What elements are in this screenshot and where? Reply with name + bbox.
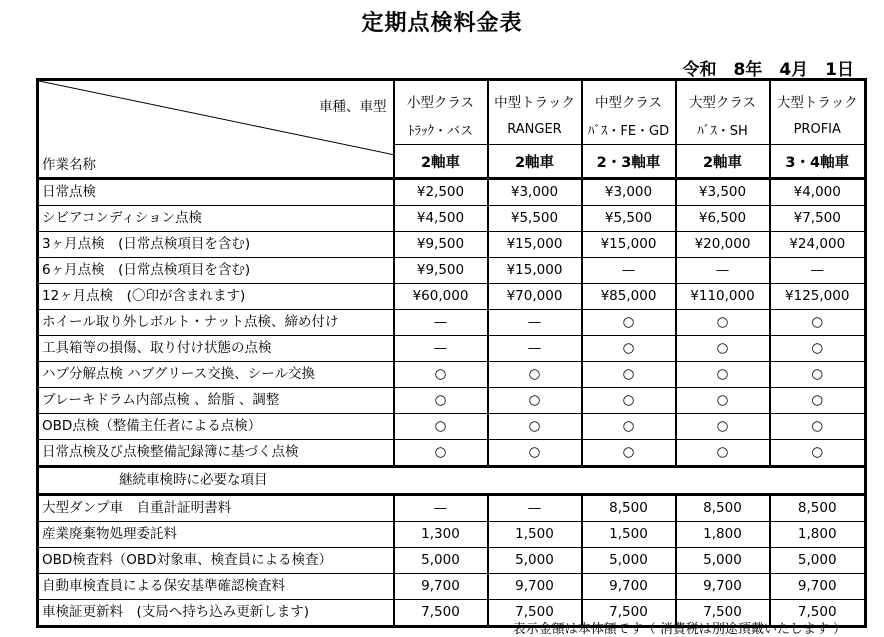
price-cell: ¥3,000 xyxy=(582,179,676,206)
price-cell: ¥20,000 xyxy=(676,232,770,258)
row-label: ホイール取り外しボルト・ナット点検、締め付け xyxy=(38,310,394,336)
price-cell: 9,700 xyxy=(770,574,866,600)
vehicle-header-cell xyxy=(676,80,770,179)
price-cell: ○ xyxy=(676,362,770,388)
vehicle-axle-label: 2・3軸車 xyxy=(583,144,675,177)
price-cell: ¥15,000 xyxy=(488,258,582,284)
row-label: OBD点検（整備主任者による点検） xyxy=(38,414,394,440)
price-cell: ¥4,500 xyxy=(394,206,488,232)
table-row xyxy=(38,548,866,574)
price-cell: ○ xyxy=(488,362,582,388)
price-cell: ○ xyxy=(770,310,866,336)
row-label: ブレーキドラム内部点検 、給脂 、調整 xyxy=(38,388,394,414)
vehicle-header-cell xyxy=(488,80,582,179)
price-cell: ○ xyxy=(582,362,676,388)
table-row xyxy=(38,310,866,336)
price-cell: ○ xyxy=(676,414,770,440)
vehicle-class-label: 中型トラック xyxy=(494,94,575,111)
price-cell: — xyxy=(394,336,488,362)
header-row xyxy=(38,80,866,179)
table-row xyxy=(38,362,866,388)
price-cell: 9,700 xyxy=(582,574,676,600)
vehicle-model-label: ﾊﾞｽ・FE・GD xyxy=(587,123,670,139)
price-cell: ○ xyxy=(676,440,770,467)
page-title: 定期点検料金表 xyxy=(361,11,523,36)
price-cell: ¥24,000 xyxy=(770,232,866,258)
table-row xyxy=(38,495,866,522)
table-row xyxy=(38,440,866,467)
table-row xyxy=(38,414,866,440)
table-row xyxy=(38,574,866,600)
price-cell: 7,500 xyxy=(770,600,866,627)
vehicle-header-cell xyxy=(394,80,488,179)
price-cell: ¥2,500 xyxy=(394,179,488,206)
vehicle-axle-label: 2軸車 xyxy=(489,144,581,177)
price-cell: 8,500 xyxy=(582,495,676,522)
row-label: シビアコンディション点検 xyxy=(38,206,394,232)
row-label: 産業廃棄物処理委託料 xyxy=(38,522,394,548)
vehicle-class-label: 中型クラス xyxy=(594,94,663,111)
price-cell: ○ xyxy=(582,388,676,414)
price-cell: — xyxy=(394,310,488,336)
price-cell: ¥85,000 xyxy=(582,284,676,310)
price-cell: ○ xyxy=(488,388,582,414)
price-cell: ○ xyxy=(676,310,770,336)
price-cell: ○ xyxy=(676,388,770,414)
price-cell: — xyxy=(582,258,676,284)
price-cell: 7,500 xyxy=(488,600,582,627)
row-label: ハブ分解点検 ハブグリース交換、シール交換 xyxy=(38,362,394,388)
price-cell: 1,800 xyxy=(676,522,770,548)
section-row xyxy=(38,467,866,495)
vehicle-class-label: 大型トラック xyxy=(776,94,858,111)
price-cell: 1,500 xyxy=(488,522,582,548)
price-cell: ¥110,000 xyxy=(676,284,770,310)
price-cell: 1,300 xyxy=(394,522,488,548)
price-cell: 5,000 xyxy=(394,548,488,574)
price-cell: — xyxy=(488,336,582,362)
price-cell: — xyxy=(676,258,770,284)
price-cell: ○ xyxy=(770,440,866,467)
price-cell: 9,700 xyxy=(676,574,770,600)
vehicle-model-label: PROFIA xyxy=(793,121,841,137)
price-cell: ○ xyxy=(582,310,676,336)
price-cell: 1,500 xyxy=(582,522,676,548)
vehicle-class-label: 大型クラス xyxy=(688,94,757,111)
vehicle-model-label: ﾄﾗｯｸ・バス xyxy=(407,123,473,139)
table-row xyxy=(38,284,866,310)
table-row xyxy=(38,258,866,284)
price-cell: ¥7,500 xyxy=(770,206,866,232)
price-cell: 8,500 xyxy=(770,495,866,522)
tax-note: 表示金額は本体額です（ 消費税は別途頂戴いたします ） xyxy=(512,622,846,637)
job-name-label: 作業名称 xyxy=(42,157,96,173)
vehicle-model-label: RANGER xyxy=(507,121,562,137)
vehicle-axle-label: 2軸車 xyxy=(395,144,487,177)
vehicle-class-label: 小型クラス xyxy=(406,94,475,111)
price-cell: ○ xyxy=(488,440,582,467)
price-cell: 7,500 xyxy=(394,600,488,627)
row-label: 大型ダンプ車 自重計証明書料 xyxy=(38,495,394,522)
price-cell: 7,500 xyxy=(582,600,676,627)
price-cell: ¥4,000 xyxy=(770,179,866,206)
price-cell: 8,500 xyxy=(676,495,770,522)
vehicle-type-label: 車種、車型 xyxy=(319,99,387,115)
table-row xyxy=(38,522,866,548)
price-cell: ○ xyxy=(394,440,488,467)
price-cell: ¥3,000 xyxy=(488,179,582,206)
price-cell: ○ xyxy=(770,336,866,362)
vehicle-header-cell xyxy=(582,80,676,179)
price-cell: 1,800 xyxy=(770,522,866,548)
table-row xyxy=(38,179,866,206)
price-cell: ¥125,000 xyxy=(770,284,866,310)
row-label: OBD検査料（OBD対象車、検査員による検査） xyxy=(38,548,394,574)
price-cell: ○ xyxy=(770,362,866,388)
issue-date: 令和 8年 4月 1日 xyxy=(682,60,854,80)
section-title: 継続車検時に必要な項目 xyxy=(38,467,866,495)
table-row xyxy=(38,232,866,258)
price-cell: ¥15,000 xyxy=(582,232,676,258)
price-cell: ○ xyxy=(394,414,488,440)
price-cell: 5,000 xyxy=(582,548,676,574)
corner-header-cell xyxy=(38,80,394,179)
row-label: 自動車検査員による保安基準確認検査料 xyxy=(38,574,394,600)
price-cell: ○ xyxy=(676,336,770,362)
price-cell: ¥9,500 xyxy=(394,258,488,284)
price-cell: ○ xyxy=(582,414,676,440)
row-label: 日常点検 xyxy=(38,179,394,206)
row-label: 日常点検及び点検整備記録簿に基づく点検 xyxy=(38,440,394,467)
row-label: 工具箱等の損傷、取り付け状態の点検 xyxy=(38,336,394,362)
price-cell: ¥3,500 xyxy=(676,179,770,206)
price-cell: — xyxy=(488,310,582,336)
price-cell: 5,000 xyxy=(676,548,770,574)
row-label: 車検証更新料 (支局へ持ち込み更新します) xyxy=(38,600,394,627)
price-cell: — xyxy=(394,495,488,522)
vehicle-axle-label: 2軸車 xyxy=(677,144,769,177)
price-cell: ○ xyxy=(582,336,676,362)
vehicle-axle-label: 3・4軸車 xyxy=(771,144,865,177)
price-cell: ¥70,000 xyxy=(488,284,582,310)
price-cell: ○ xyxy=(394,388,488,414)
price-cell: ○ xyxy=(770,388,866,414)
price-cell: ○ xyxy=(488,414,582,440)
price-cell: ○ xyxy=(770,414,866,440)
price-cell: 9,700 xyxy=(488,574,582,600)
price-cell: — xyxy=(488,495,582,522)
row-label: 6ヶ月点検 (日常点検項目を含む) xyxy=(38,258,394,284)
price-cell: ¥15,000 xyxy=(488,232,582,258)
price-cell: ¥60,000 xyxy=(394,284,488,310)
table-row xyxy=(38,206,866,232)
price-cell: ¥5,500 xyxy=(488,206,582,232)
row-label: 3ヶ月点検 (日常点検項目を含む) xyxy=(38,232,394,258)
price-cell: 9,700 xyxy=(394,574,488,600)
vehicle-model-label: ﾊﾞｽ・SH xyxy=(697,123,748,139)
table-row xyxy=(38,388,866,414)
price-cell: ¥6,500 xyxy=(676,206,770,232)
table-row xyxy=(38,336,866,362)
vehicle-header-cell xyxy=(770,80,866,179)
price-cell: ¥9,500 xyxy=(394,232,488,258)
price-cell: ¥5,500 xyxy=(582,206,676,232)
price-cell: 5,000 xyxy=(770,548,866,574)
price-cell: — xyxy=(770,258,866,284)
price-cell: 7,500 xyxy=(676,600,770,627)
price-cell: ○ xyxy=(582,440,676,467)
price-cell: 5,000 xyxy=(488,548,582,574)
price-cell: ○ xyxy=(394,362,488,388)
row-label: 12ヶ月点検 (〇印が含まれます) xyxy=(38,284,394,310)
price-table xyxy=(36,78,867,628)
